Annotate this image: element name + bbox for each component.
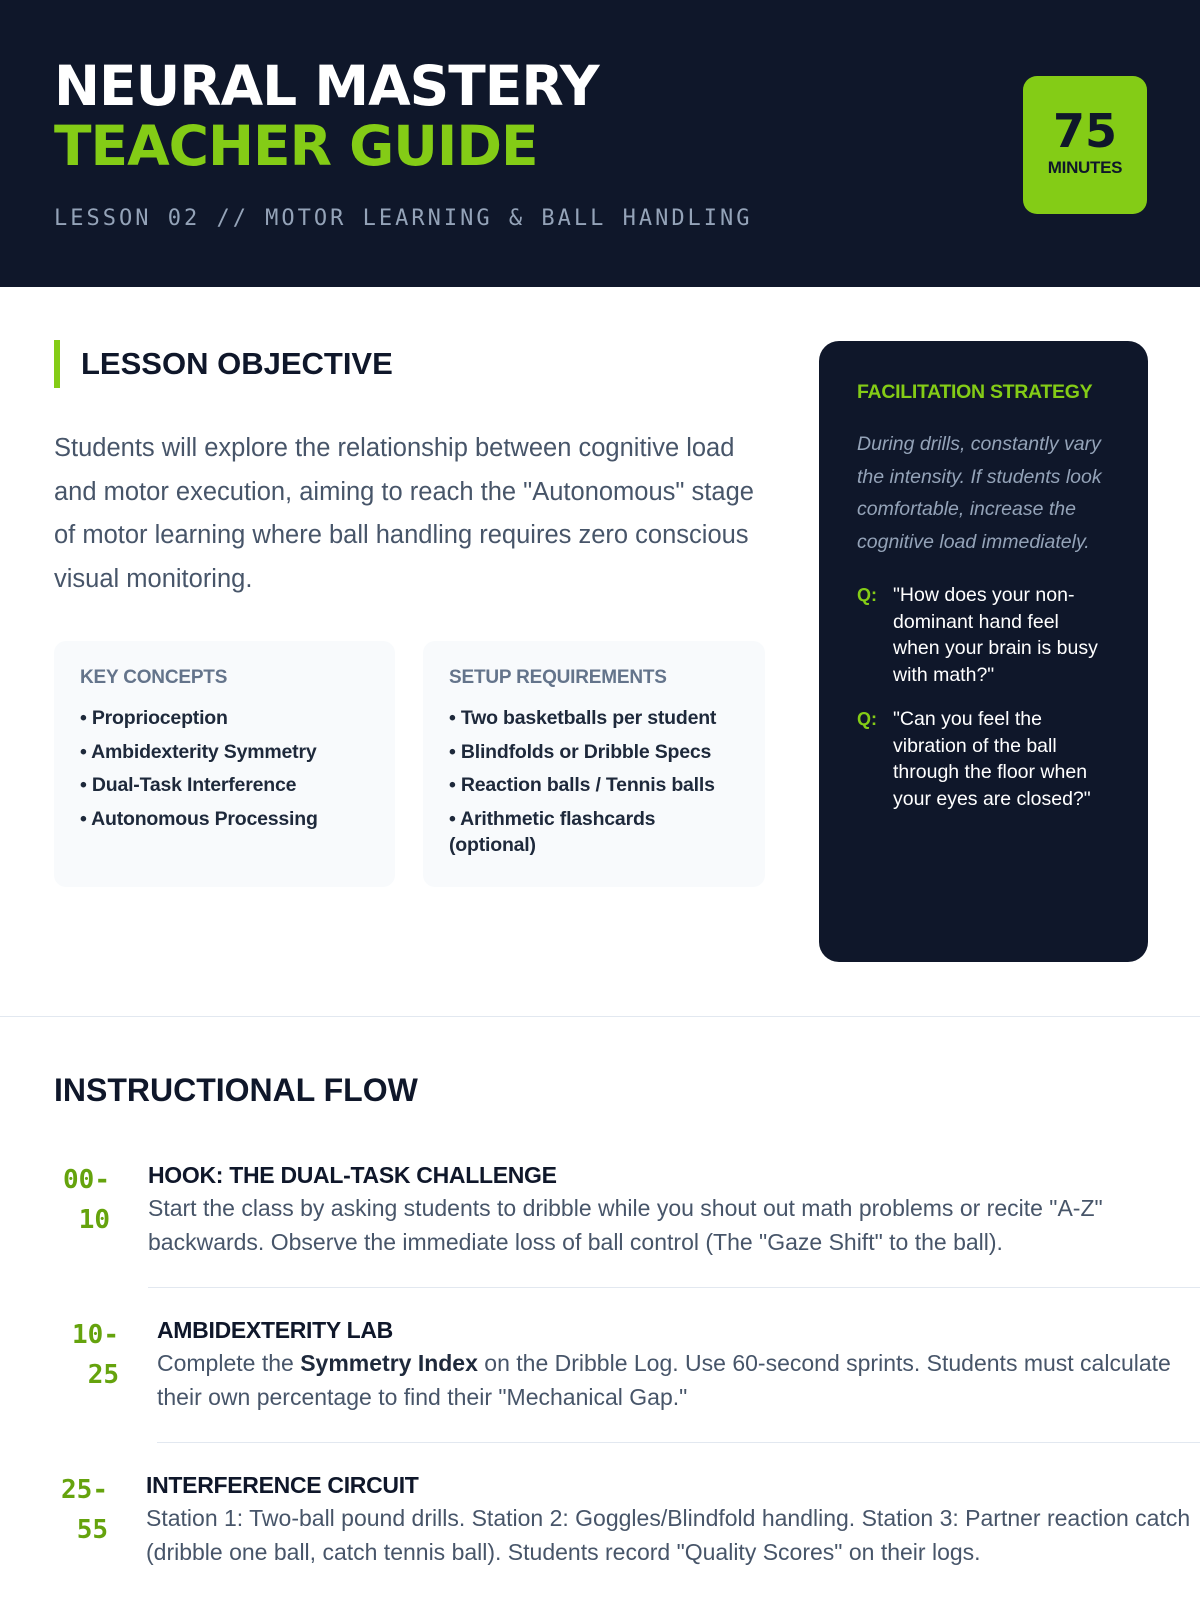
title-line-1: NEURAL MASTERY xyxy=(54,54,599,118)
strategy-question xyxy=(857,582,1110,688)
setup-requirements-card xyxy=(423,641,765,887)
key-concepts-list xyxy=(80,705,369,832)
step-time-end: 10 xyxy=(78,1205,110,1235)
step-desc-pre: Complete the xyxy=(157,1350,301,1376)
step-time-end: 25 xyxy=(87,1360,119,1390)
duration-value: 75 xyxy=(1052,104,1117,158)
setup-requirements-list xyxy=(449,705,739,859)
title-line-2: TEACHER GUIDE xyxy=(54,114,538,178)
facilitation-strategy-panel xyxy=(819,341,1148,962)
flow-step xyxy=(54,1470,1200,1569)
step-description: Station 1: Two-ball pound drills. Station 2: Goggles/Blindfold handling. Station 3: Partner reaction catch (dribble one ball, catch tennis ball). Students record "Quality Scores" on their logs. xyxy=(146,1505,1191,1565)
list-item: • Two basketballs per student xyxy=(449,707,717,729)
objective-text: Students will explore the relationship between cognitive load and motor execution, aiming to reach the "Autonomous" stage of motor learning where ball handling requires zero conscious visual monitoring. xyxy=(54,434,754,593)
flow-step xyxy=(54,1160,1200,1288)
step-body xyxy=(146,1470,1200,1569)
key-concepts-card xyxy=(54,641,395,887)
list-item: • Ambidexterity Symmetry xyxy=(80,740,317,763)
step-desc-post: on the Dribble Log. Use 60-second sprints. Students must calculate their own percentage to find their "Mechanical Gap." xyxy=(157,1350,1171,1410)
lesson-subtitle: LESSON 02 // MOTOR LEARNING & BALL HANDLING xyxy=(54,206,753,231)
question-text: "Can you feel the vibration of the ball through the floor when your eyes are closed?" xyxy=(893,708,1091,810)
step-time xyxy=(54,1160,110,1288)
list-item: • Blindfolds or Dribble Specs xyxy=(449,740,712,763)
step-time xyxy=(54,1315,119,1443)
list-item: • Proprioception xyxy=(80,707,228,729)
list-item: • Reaction balls / Tennis balls xyxy=(449,774,715,796)
duration-label: MINUTES xyxy=(1047,158,1123,177)
step-time-start: 25- xyxy=(61,1475,108,1505)
step-time-start: 00- xyxy=(63,1165,110,1195)
list-item: • Autonomous Processing xyxy=(80,807,318,830)
list-item: • Dual-Task Interference xyxy=(80,774,297,796)
strategy-text: During drills, constantly vary the intensity. If students look comfortable, increase the cognitive load immediately. xyxy=(857,433,1102,553)
step-title: INTERFERENCE CIRCUIT xyxy=(146,1472,419,1498)
question-text: "How does your non-dominant hand feel when your brain is busy with math?" xyxy=(893,584,1098,686)
objective-heading: LESSON OBJECTIVE xyxy=(54,340,393,388)
duration-badge xyxy=(1023,76,1147,214)
step-time-start: 10- xyxy=(72,1320,119,1350)
step-time xyxy=(54,1470,108,1569)
step-body xyxy=(157,1315,1200,1443)
step-description xyxy=(157,1347,1200,1414)
step-title: HOOK: THE DUAL-TASK CHALLENGE xyxy=(148,1162,557,1188)
key-concepts-title: KEY CONCEPTS xyxy=(80,667,228,688)
list-item: • Arithmetic flashcards (optional) xyxy=(449,807,656,856)
flow-step xyxy=(54,1315,1200,1443)
setup-requirements-title: SETUP REQUIREMENTS xyxy=(449,667,667,688)
section-divider xyxy=(0,1016,1200,1017)
header xyxy=(0,0,1200,287)
step-title: AMBIDEXTERITY LAB xyxy=(157,1317,393,1343)
flow-heading: INSTRUCTIONAL FLOW xyxy=(54,1072,418,1108)
strategy-question xyxy=(857,706,1110,812)
step-description: Start the class by asking students to dribble while you shout out math problems or recite "A-Z" backwards. Observe the immediate loss of ball control (The "Gaze Shift" to the ball). xyxy=(148,1195,1103,1255)
symmetry-index-term: Symmetry Index xyxy=(300,1350,478,1376)
step-time-end: 55 xyxy=(76,1515,108,1545)
question-label: Q: xyxy=(857,585,877,605)
step-body xyxy=(148,1160,1200,1288)
strategy-title: FACILITATION STRATEGY xyxy=(857,381,1093,403)
question-label: Q: xyxy=(857,709,877,729)
